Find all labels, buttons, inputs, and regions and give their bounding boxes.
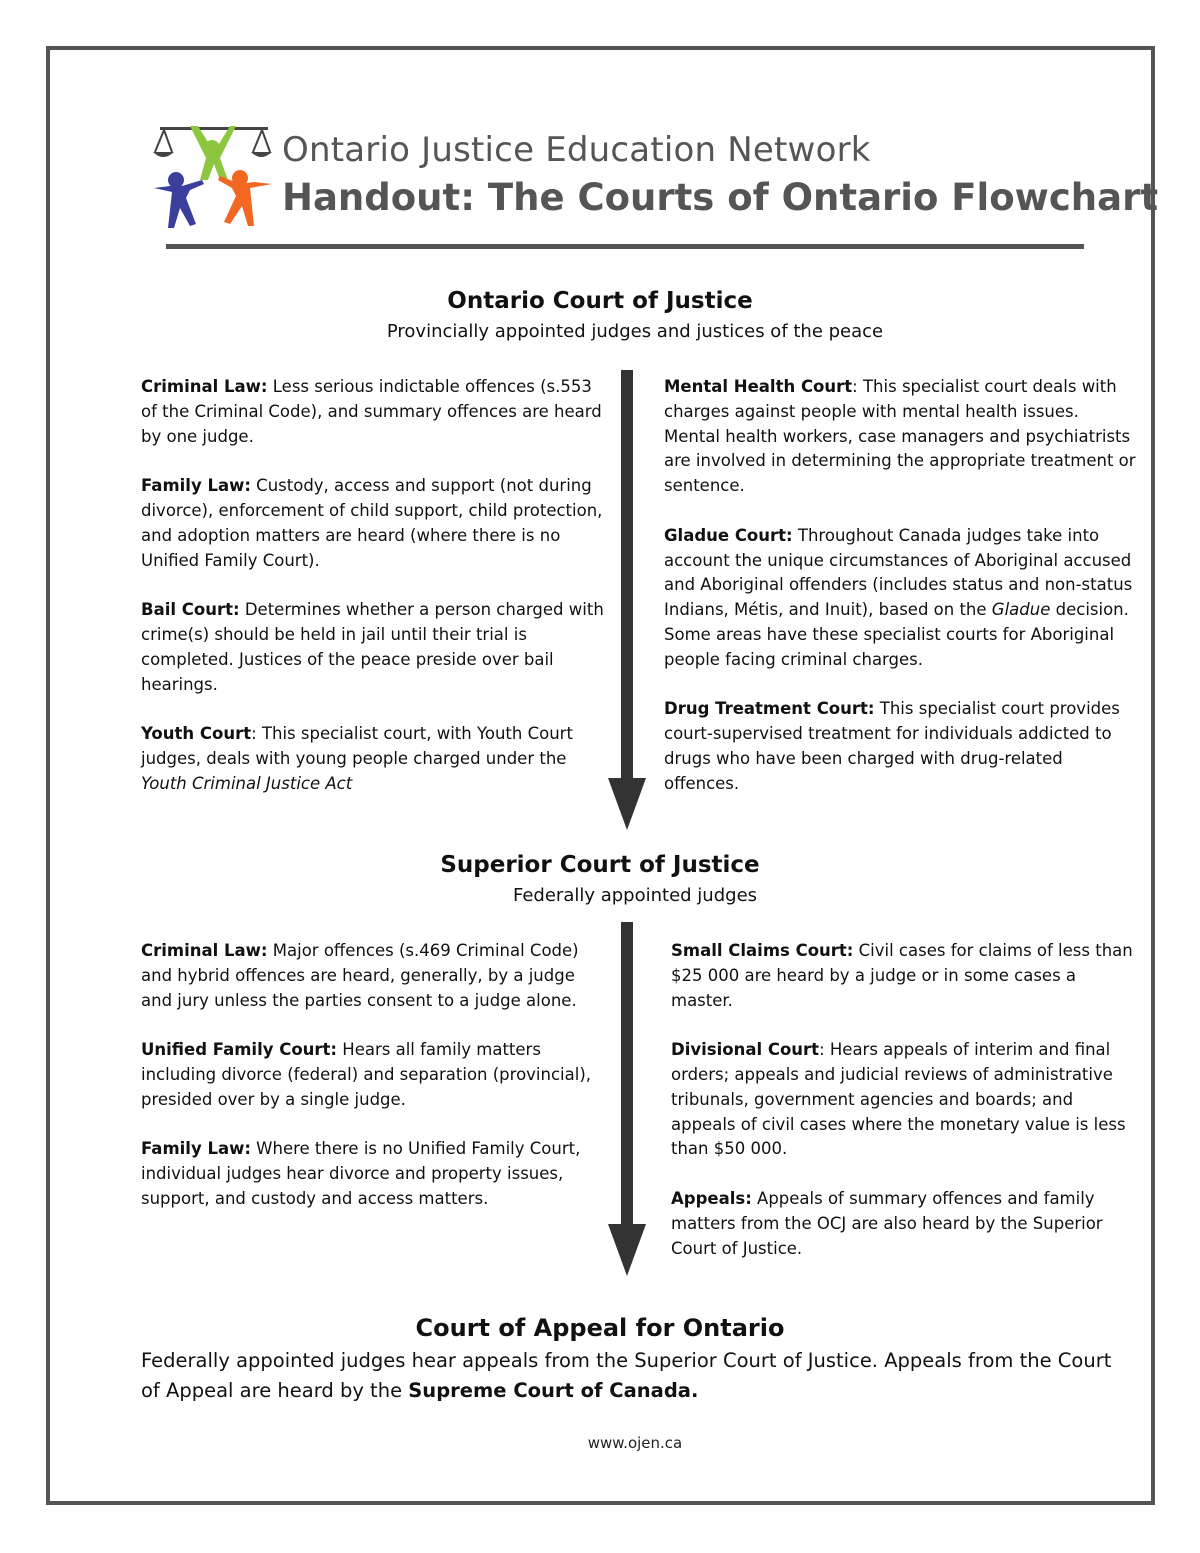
scj-unified-family-court: Unified Family Court: Hears all family matters including divorce (federal) and separation (provincial), presided over by a single judge. — [141, 1040, 592, 1109]
down-arrow-icon — [606, 370, 648, 832]
scj-subtitle: Federally appointed judges — [512, 885, 758, 906]
org-name: Ontario Justice Education Network — [282, 130, 871, 170]
scj-criminal-law: Criminal Law: Major offences (s.469 Criminal Code) and hybrid offences are heard, generally, by a judge and jury unless the parties consent to a judge alone. — [141, 941, 579, 1010]
scales-of-justice-people-logo — [150, 118, 275, 230]
ocj-gladue-court: Gladue Court: Throughout Canada judges take into account the unique circumstances of Aboriginal accused and Aboriginal offenders (includes status and non-status Indians, Métis, and Inuit), based on the Gladue decision. Some areas have these specialist courts for Aboriginal people facing criminal charges. — [664, 525, 1133, 669]
ocj-family-law: Family Law: Custody, access and support (not during divorce), enforcement of child support, child protection, and adoption matters are heard (where there is no Unified Family Court). — [141, 476, 603, 570]
ocj-youth-court: Youth Court: This specialist court, with Youth Court judges, deals with young people charged under the Youth Criminal Justice Act — [141, 724, 573, 793]
appeal-description: Federally appointed judges hear appeals from the Superior Court of Justice. Appeals from the Court of Appeal are heard by the Supreme Court of Canada. — [141, 1349, 1112, 1402]
scj-small-claims-court: Small Claims Court: Civil cases for claims of less than $25 000 are heard by a judge or in some cases a master. — [671, 941, 1133, 1010]
ocj-criminal-law: Criminal Law: Less serious indictable offences (s.553 of the Criminal Code), and summary offences are heard by one judge. — [141, 377, 602, 446]
scj-family-law: Family Law: Where there is no Unified Family Court, individual judges hear divorce and property issues, support, and custody and access matters. — [141, 1139, 581, 1208]
scj-right-column — [671, 939, 1139, 1286]
ocj-bail-court: Bail Court: Determines whether a person charged with crime(s) should be held in jail until their trial is completed. Justices of the peace preside over bail hearings. — [141, 600, 604, 694]
scj-left-column — [141, 939, 601, 1237]
ocj-drug-treatment-court: Drug Treatment Court: This specialist court provides court-supervised treatment for individuals addicted to drugs who have been charged with drug-related offences. — [664, 699, 1120, 793]
footer-url: www.ojen.ca — [587, 1434, 683, 1452]
scj-title: Superior Court of Justice — [440, 852, 760, 878]
ocj-right-column — [664, 375, 1139, 821]
appeal-title: Court of Appeal for Ontario — [415, 1314, 785, 1342]
ocj-left-column — [141, 375, 611, 821]
scj-divisional-court: Divisional Court: Hears appeals of interim and final orders; appeals and judicial reviews of administrative tribunals, government agencies and boards; and appeals of civil cases where the monetary value is less than $50 000. — [671, 1040, 1126, 1159]
handout-title: Handout: The Courts of Ontario Flowchart — [282, 176, 1159, 219]
header-divider — [166, 244, 1084, 249]
down-arrow-icon — [606, 922, 648, 1278]
scj-appeals: Appeals: Appeals of summary offences and family matters from the OCJ are also heard by the Superior Court of Justice. — [671, 1188, 1103, 1258]
ocj-title: Ontario Court of Justice — [447, 288, 753, 314]
ocj-mental-health-court: Mental Health Court: This specialist court deals with charges against people with mental health issues. Mental health workers, case managers and psychiatrists are involved in determining the appropriate treatment or sentence. — [664, 377, 1136, 496]
ocj-subtitle: Provincially appointed judges and justices of the peace — [386, 321, 884, 342]
